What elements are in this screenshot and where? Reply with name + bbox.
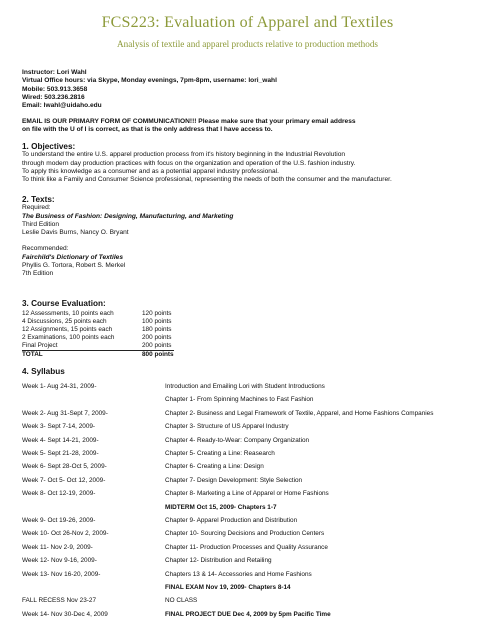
syllabus-row <box>22 584 492 593</box>
contact-block <box>22 69 277 110</box>
evaluation-row <box>22 310 192 318</box>
syllabus-row <box>22 517 492 526</box>
evaluation-row <box>22 318 192 326</box>
syllabus-row <box>22 504 492 513</box>
texts-section <box>22 196 233 279</box>
office-hours: Virtual Office hours: via Skype, Monday evenings, 7pm-8pm, username: lori_wahl <box>22 77 277 85</box>
syllabus-topic: Chapter 11- Production Processes and Quality Assurance <box>165 543 328 551</box>
recommended-label: Recommended: <box>22 245 69 253</box>
syllabus-topic: Chapter 10- Sourcing Decisions and Production Centers <box>165 530 325 538</box>
evaluation-row <box>22 334 192 342</box>
syllabus-row <box>22 383 492 392</box>
wired-number: Wired: 503.236.2816 <box>22 93 85 101</box>
evaluation-heading: 3. Course Evaluation: <box>22 299 106 308</box>
required-label: Required: <box>22 204 51 212</box>
syllabus-row <box>22 597 492 606</box>
syllabus-topic: Chapter 3- Structure of US Apparel Industry <box>165 423 289 431</box>
objective-line: To understand the entire U.S. apparel production process from it's history beginning in the Industrial Revolution <box>22 151 346 159</box>
syllabus-week: Week 1- Aug 24-31, 2009- <box>22 383 97 390</box>
syllabus-row <box>22 423 492 432</box>
evaluation-points: 100 points <box>142 318 172 325</box>
syllabus-week: FALL RECESS Nov 23-27 <box>22 597 97 605</box>
evaluation-row <box>22 342 192 350</box>
evaluation-item: 2 Examinations, 100 points each <box>22 334 115 341</box>
recommended-book-title: Fairchild's Dictionary of Textiles <box>22 253 123 261</box>
syllabus-topic: Chapter 12- Distribution and Retailing <box>165 557 272 565</box>
syllabus-row <box>22 410 492 419</box>
syllabus-week: Week 6- Sept 28-Oct 5, 2009- <box>22 463 107 471</box>
syllabus-row <box>22 571 492 580</box>
syllabus-row <box>22 530 492 539</box>
syllabus-topic: Chapter 7- Design Development: Style Selection <box>165 476 303 484</box>
syllabus-week: Week 2- Aug 31-Sept 7, 2009- <box>22 409 108 417</box>
syllabus-week: Week 14- Nov 30-Dec 4, 2009 <box>22 610 108 618</box>
required-book-title: The Business of Fashion: Designing, Manufacturing, and Marketing <box>22 212 234 220</box>
syllabus-row <box>22 490 492 499</box>
evaluation-item: Final Project <box>22 342 58 349</box>
syllabus-row <box>22 557 492 566</box>
syllabus-topic: Introduction and Emailing Lori with Student Introductions <box>165 383 325 390</box>
syllabus-topic: Chapter 2- Business and Legal Framework of Textile, Apparel, and Home Fashions Companies <box>165 409 434 417</box>
required-book-edition: Third Edition <box>22 220 60 228</box>
syllabus-week: Week 10- Oct 26-Nov 2, 2009- <box>22 530 109 538</box>
syllabus-week: Week 8- Oct 12-19, 2009- <box>22 490 96 498</box>
evaluation-section <box>22 300 106 308</box>
evaluation-item: 4 Discussions, 25 points each <box>22 318 107 325</box>
syllabus-topic: FINAL EXAM Nov 19, 2009- Chapters 8-14 <box>165 584 291 591</box>
syllabus-week: Week 12- Nov 9-16, 2009- <box>22 557 97 565</box>
recommended-book-edition: 7th Edition <box>22 270 54 278</box>
page-title: FCS223: Evaluation of Apparel and Textiles <box>101 14 394 31</box>
evaluation-total-label: TOTAL <box>22 351 43 358</box>
recommended-book-authors: Phyllis G. Tortora, Robert S. Merkel <box>22 262 126 270</box>
syllabus-row <box>22 437 492 446</box>
syllabus-topic: Chapter 8- Marketing a Line of Apparel or Home Fashions <box>165 490 329 498</box>
syllabus-week: Week 3- Sept 7-14, 2009- <box>22 423 96 431</box>
syllabus-topic: FINAL PROJECT DUE Dec 4, 2009 by 5pm Pacific Time <box>165 610 331 618</box>
syllabus-topic: MIDTERM Oct 15, 2009- Chapters 1-7 <box>165 503 277 511</box>
objectives-section <box>22 143 392 184</box>
mobile-number: Mobile: 503.913.3658 <box>22 85 88 93</box>
required-book-authors: Leslie Davis Burns, Nancy O. Bryant <box>22 229 129 237</box>
evaluation-points: 180 points <box>142 326 172 333</box>
objective-line: To think like a Family and Consumer Science professional, representing the needs of both the consumer and the manufacturer. <box>22 176 392 184</box>
syllabus-row <box>22 450 492 459</box>
evaluation-points: 120 points <box>142 310 172 317</box>
syllabus-row <box>22 611 492 620</box>
evaluation-points: 200 points <box>142 342 172 349</box>
syllabus-row <box>22 477 492 486</box>
notice-line-1: EMAIL IS OUR PRIMARY FORM OF COMMUNICATION!!! Please make sure that your primary email address <box>22 118 356 125</box>
syllabus-row <box>22 463 492 472</box>
email-notice <box>22 118 356 135</box>
objective-line: To apply this knowledge as a consumer and as a potential apparel industry professional. <box>22 167 279 175</box>
syllabus-heading: 4. Syllabus <box>22 367 65 376</box>
syllabus-topic: Chapter 1- From Spinning Machines to Fast Fashion <box>165 396 314 404</box>
syllabus-week: Week 4- Sept 14-21, 2009- <box>22 436 99 444</box>
email-address: Email: lwahl@uidaho.edu <box>22 102 102 110</box>
evaluation-total-row <box>22 351 192 359</box>
notice-line-2: on file with the U of I is correct, as that is the only address that I have access to. <box>22 126 273 134</box>
evaluation-item: 12 Assignments, 15 points each <box>22 326 113 333</box>
evaluation-item: 12 Assessments, 10 points each <box>22 310 114 317</box>
syllabus-topic: NO CLASS <box>165 597 198 605</box>
page-subtitle: Analysis of textile and apparel products relative to production methods <box>116 39 378 49</box>
syllabus-topic: Chapter 6- Creating a Line: Design <box>165 463 264 471</box>
syllabus-topic: Chapters 13 & 14- Accessories and Home Fashions <box>165 570 312 578</box>
syllabus-topic: Chapter 4- Ready-to-Wear: Company Organization <box>165 436 310 444</box>
syllabus-week: Week 5- Sept 21-28, 2009- <box>22 450 99 457</box>
syllabus-row <box>22 396 492 405</box>
syllabus-week: Week 13- Nov 16-20, 2009- <box>22 570 101 578</box>
evaluation-points: 200 points <box>142 334 172 341</box>
syllabus-topic: Chapter 9- Apparel Production and Distribution <box>165 517 298 524</box>
texts-heading: 2. Texts: <box>22 195 55 204</box>
syllabus-week: Week 9- Oct 19-26, 2009- <box>22 517 96 524</box>
syllabus-row <box>22 544 492 553</box>
syllabus-week: Week 11- Nov 2-9, 2009- <box>22 543 93 551</box>
syllabus-week: Week 7- Oct 5- Oct 12, 2009- <box>22 476 106 484</box>
evaluation-total-points: 800 points <box>142 351 174 358</box>
syllabus-section <box>22 368 65 376</box>
objectives-heading: 1. Objectives: <box>22 142 76 151</box>
evaluation-row <box>22 326 192 334</box>
syllabus-topic: Chapter 5- Creating a Line: Reasearch <box>165 450 275 457</box>
objective-line: through modern day production practices with focus on the organization and operation of the U.S. fashion industry. <box>22 159 356 167</box>
instructor-name: Instructor: Lori Wahl <box>22 69 87 76</box>
